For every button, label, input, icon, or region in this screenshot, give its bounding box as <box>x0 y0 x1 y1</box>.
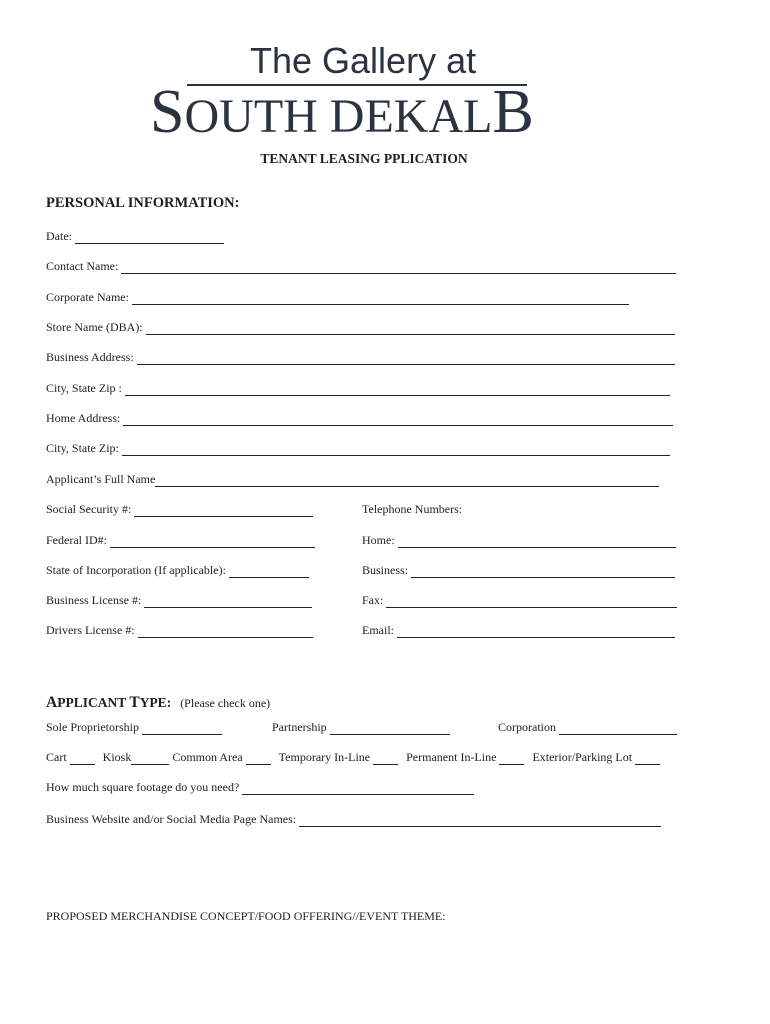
heading-cap-a: A <box>46 694 58 711</box>
proposed-concept-label: PROPOSED MERCHANDISE CONCEPT/FOOD OFFERING//EVENT THEME: <box>46 909 446 923</box>
contact-name-label: Contact Name: <box>46 259 119 273</box>
corporate-name-label: Corporate Name: <box>46 290 129 304</box>
drivers-license-field[interactable] <box>138 625 313 638</box>
permanent-inline-blank[interactable] <box>499 752 524 765</box>
federal-id-row <box>46 533 315 548</box>
heading-rest-1: PPLICANT <box>57 695 130 710</box>
drivers-license-label: Drivers License #: <box>46 623 135 637</box>
business-phone-field[interactable] <box>411 565 675 578</box>
sole-prop-blank[interactable] <box>142 722 222 735</box>
corporate-name-field[interactable] <box>132 292 629 305</box>
sole-prop-label: Sole Proprietorship <box>46 720 139 734</box>
logo-line-1: The Gallery at <box>250 40 477 81</box>
heading-rest-2: YPE: <box>139 695 172 710</box>
email-label: Email: <box>362 623 394 637</box>
store-name-field[interactable] <box>146 322 675 335</box>
contact-name-row <box>46 259 676 274</box>
business-license-field[interactable] <box>144 595 312 608</box>
logo-mid: OUTH DEKAL <box>184 90 493 143</box>
temporary-inline-blank[interactable] <box>373 752 398 765</box>
telephone-numbers-row <box>362 502 462 517</box>
permanent-inline-label: Permanent In-Line <box>406 750 497 764</box>
logo-line-2 <box>150 78 534 147</box>
city-state-zip-row-1 <box>46 381 670 396</box>
exterior-parking-label: Exterior/Parking Lot <box>532 750 633 764</box>
heading-cap-t: T <box>129 694 140 711</box>
business-license-row <box>46 593 312 608</box>
corporation-blank[interactable] <box>559 722 677 735</box>
federal-id-label: Federal ID#: <box>46 533 107 547</box>
applicant-type-note: (Please check one) <box>180 696 271 710</box>
state-incorp-field[interactable] <box>229 565 309 578</box>
home-phone-field[interactable] <box>398 535 676 548</box>
partnership-option <box>272 720 450 735</box>
store-name-row <box>46 320 675 335</box>
business-license-label: Business License #: <box>46 593 142 607</box>
logo-cap-s: S <box>150 78 185 146</box>
business-address-label: Business Address: <box>46 350 134 364</box>
home-address-field[interactable] <box>123 413 673 426</box>
applicant-name-field[interactable] <box>155 474 659 487</box>
corporation-label: Corporation <box>498 720 556 734</box>
website-row <box>46 812 661 827</box>
business-phone-row <box>362 563 675 578</box>
business-address-row <box>46 350 675 365</box>
home-phone-label: Home: <box>362 533 395 547</box>
personal-info-heading: PERSONAL INFORMATION: <box>46 195 240 211</box>
form-title: TENANT LEASING PPLICATION <box>260 151 468 166</box>
city-state-zip-field-1[interactable] <box>125 383 670 396</box>
fax-label: Fax: <box>362 593 384 607</box>
date-field[interactable] <box>75 231 224 244</box>
cart-label: Cart <box>46 750 67 764</box>
applicant-type-header <box>46 694 270 712</box>
cart-blank[interactable] <box>70 752 95 765</box>
city-state-zip-label-2: City, State Zip: <box>46 441 119 455</box>
city-state-zip-field-2[interactable] <box>122 443 670 456</box>
common-area-blank[interactable] <box>246 752 271 765</box>
website-field[interactable] <box>299 814 661 827</box>
date-label: Date: <box>46 229 72 243</box>
ssn-row <box>46 502 313 517</box>
state-incorp-row <box>46 563 309 578</box>
kiosk-label: Kiosk <box>102 750 132 764</box>
square-footage-field[interactable] <box>242 782 474 795</box>
square-footage-row <box>46 780 474 795</box>
drivers-license-row <box>46 623 313 638</box>
city-state-zip-row-2 <box>46 441 670 456</box>
kiosk-blank[interactable] <box>131 752 169 765</box>
common-area-label: Common Area <box>172 750 243 764</box>
city-state-zip-label-1: City, State Zip : <box>46 381 122 395</box>
corporation-option <box>498 720 677 735</box>
ssn-label: Social Security #: <box>46 502 132 516</box>
contact-name-field[interactable] <box>121 261 676 274</box>
business-phone-label: Business: <box>362 563 409 577</box>
home-address-row <box>46 411 673 426</box>
ssn-field[interactable] <box>134 504 313 517</box>
partnership-blank[interactable] <box>330 722 450 735</box>
fax-row <box>362 593 677 608</box>
telephone-numbers-label: Telephone Numbers: <box>362 502 463 516</box>
partnership-label: Partnership <box>272 720 327 734</box>
date-row <box>46 229 224 244</box>
space-type-row <box>46 750 660 765</box>
temporary-inline-label: Temporary In-Line <box>278 750 371 764</box>
sole-prop-option <box>46 720 222 735</box>
federal-id-field[interactable] <box>110 535 315 548</box>
applicant-type-heading <box>46 695 171 710</box>
email-field[interactable] <box>397 625 675 638</box>
home-phone-row <box>362 533 676 548</box>
exterior-parking-blank[interactable] <box>635 752 660 765</box>
state-incorp-label: State of Incorporation (If applicable): <box>46 563 226 577</box>
applicant-name-label: Applicant’s Full Name <box>46 472 156 486</box>
website-label: Business Website and/or Social Media Page Names: <box>46 812 297 826</box>
logo-cap-b: B <box>492 78 534 146</box>
business-address-field[interactable] <box>137 352 675 365</box>
corporate-name-row <box>46 290 629 305</box>
store-name-label: Store Name (DBA): <box>46 320 143 334</box>
home-address-label: Home Address: <box>46 411 121 425</box>
square-footage-label: How much square footage do you need? <box>46 780 240 794</box>
email-row <box>362 623 675 638</box>
applicant-name-row <box>46 472 659 487</box>
fax-field[interactable] <box>386 595 677 608</box>
